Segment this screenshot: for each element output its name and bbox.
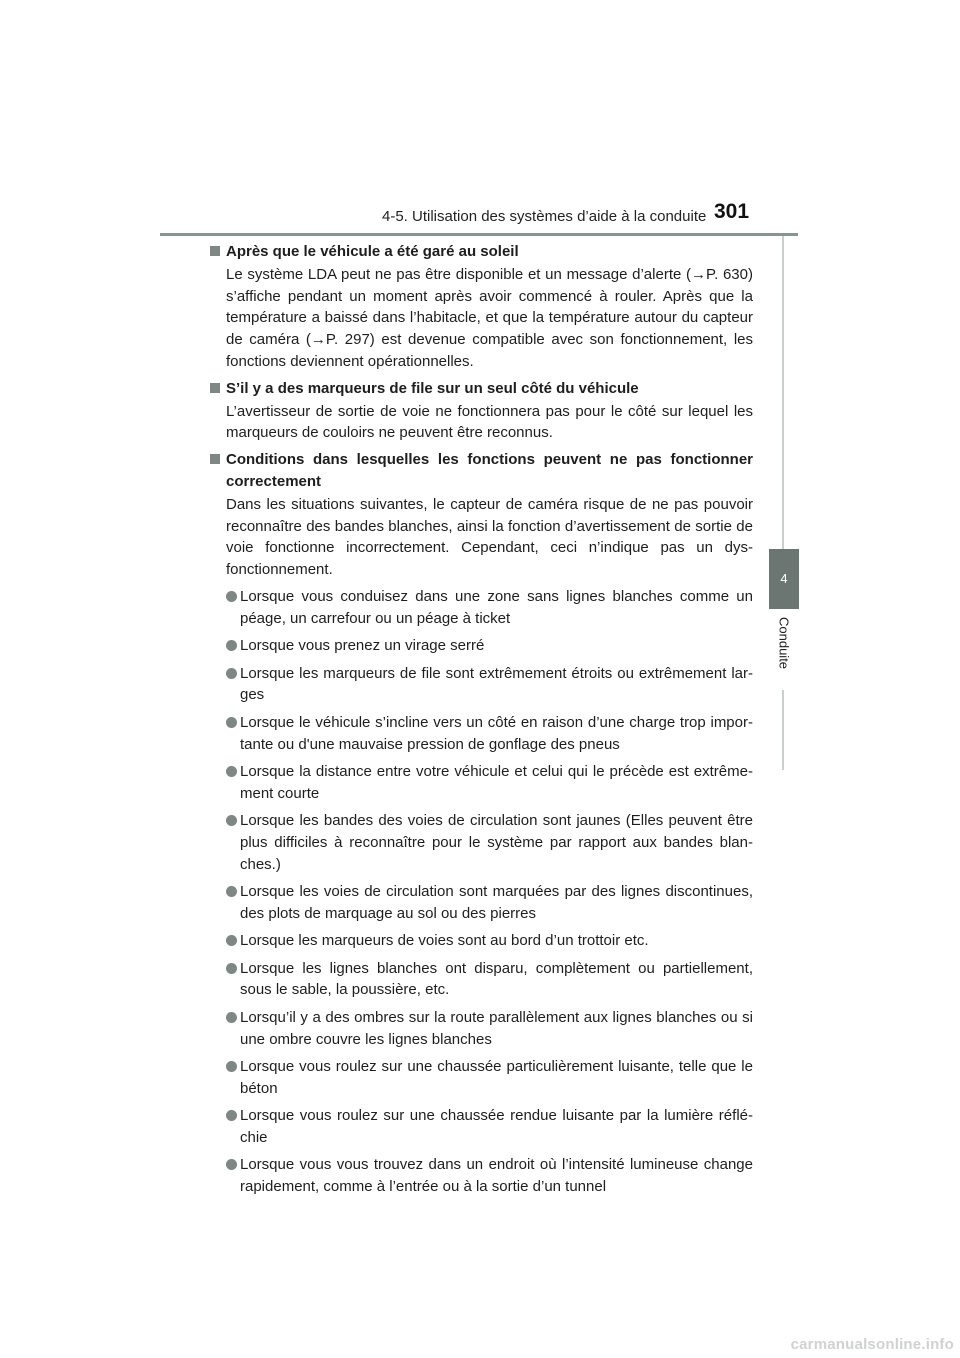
bullet-item	[226, 1056, 753, 1100]
bullet-item	[226, 930, 753, 952]
side-divider-top	[782, 236, 784, 549]
page-content	[210, 241, 753, 1204]
bullet-text: Lorsque vous roulez sur une chaussée rendue luisante par la lumière réfléchie	[240, 1107, 753, 1147]
bullet-item	[226, 1007, 753, 1051]
bullet-text: Lorsque les marqueurs de voies sont au bord d’un trottoir etc.	[240, 932, 649, 950]
section-title-text: Conditions dans lesquelles les fonctions peuvent ne pas fonctionner correctement	[226, 451, 753, 490]
bullet-dot-icon	[226, 1012, 237, 1023]
bullet-item	[226, 810, 753, 875]
bullet-text: Lorsque vous prenez un virage serré	[240, 637, 485, 655]
bullet-item	[226, 881, 753, 925]
chapter-label-container	[769, 617, 799, 697]
watermark: carmanualsonline.info	[790, 1336, 954, 1353]
section-title	[210, 449, 753, 493]
bullet-text: Lorsque les voies de circulation sont marquées par des lignes discontinues, des plots de marquage au sol ou des pierres	[240, 883, 753, 922]
bullet-text: Lorsque les lignes blanches ont disparu, complètement ou partiellement, sous le sable, la poussière, etc.	[240, 959, 753, 999]
chapter-label: Conduite	[776, 617, 792, 670]
side-divider-bottom	[782, 690, 784, 770]
section-body: Dans les situations suivantes, le capteur de caméra risque de ne pas pouvoir reconnaître des bandes blanches, ainsi la fonction d’avertissement de sortie de voie fonctionne incorrectement. Cependant, ceci n’indique pas un dysfonctionnement.	[226, 495, 753, 579]
section-malfunction-conditions	[210, 449, 753, 1198]
bullet-dot-icon	[226, 886, 237, 897]
section-square-icon	[210, 246, 220, 256]
bullet-item	[226, 635, 753, 657]
chapter-number: 4	[780, 571, 788, 586]
bullet-dot-icon	[226, 1159, 237, 1170]
bullet-dot-icon	[226, 717, 237, 728]
section-square-icon	[210, 383, 220, 393]
bullet-text: Lorsque les marqueurs de file sont extrêmement étroits ou extrêmement larges	[240, 664, 753, 704]
section-body: Le système LDA peut ne pas être disponible et un message d’alerte (→P. 630) s’affiche pendant un moment après avoir commencé à rouler. Après que la température a baissé dans l’habitacle, et que la température autour du capteur de caméra (→P. 297) est devenue compatible avec son fonctionnement, les fonctions deviennent opérationnelles.	[226, 265, 753, 370]
bullet-text: Lorsque vous vous trouvez dans un endroit où l’intensité lumineuse change rapidement, comme à l’entrée ou à la sortie d’un tunnel	[240, 1156, 753, 1196]
section-title	[210, 241, 753, 263]
page-number: 301	[714, 200, 750, 223]
bullet-text: Lorsque vous roulez sur une chaussée particulièrement luisante, telle que le béton	[240, 1058, 753, 1097]
bullet-dot-icon	[226, 1110, 237, 1121]
bullet-text: Lorsque le véhicule s’incline vers un côté en raison d’une charge trop importante ou d'une mauvaise pression de gonflage des pneus	[240, 713, 753, 753]
section-title	[210, 378, 753, 400]
conditions-bullet-list	[210, 586, 753, 1198]
bullet-item	[226, 1105, 753, 1149]
bullet-text: Lorsqu’il y a des ombres sur la route parallèlement aux lignes blanches ou si une ombre couvre les lignes blanches	[240, 1008, 753, 1048]
section-title-text: Après que le véhicule a été garé au soleil	[226, 243, 519, 260]
header-section-title: 4-5. Utilisation des systèmes d’aide à la conduite	[382, 208, 707, 225]
bullet-dot-icon	[226, 766, 237, 777]
page-header	[0, 0, 960, 240]
bullet-item	[226, 1154, 753, 1198]
chapter-tab	[769, 549, 799, 609]
bullet-text: Lorsque les bandes des voies de circulation sont jaunes (Elles peuvent être plus difficiles à reconnaître pour le système par rapport aux bandes blanches.)	[240, 812, 753, 873]
bullet-dot-icon	[226, 935, 237, 946]
bullet-dot-icon	[226, 668, 237, 679]
bullet-text: Lorsque la distance entre votre véhicule et celui qui le précède est extrêmement courte	[240, 762, 753, 802]
bullet-item	[226, 761, 753, 805]
bullet-dot-icon	[226, 1061, 237, 1072]
section-title-text: S’il y a des marqueurs de file sur un seul côté du véhicule	[226, 379, 639, 397]
bullet-dot-icon	[226, 640, 237, 651]
header-divider	[160, 233, 798, 236]
bullet-dot-icon	[226, 815, 237, 826]
bullet-item	[226, 712, 753, 756]
bullet-item	[226, 663, 753, 707]
bullet-dot-icon	[226, 591, 237, 602]
bullet-item	[226, 958, 753, 1002]
bullet-text: Lorsque vous conduisez dans une zone sans lignes blanches comme un péage, un carrefour ou un péage à ticket	[240, 587, 753, 627]
section-sun-parking	[210, 241, 753, 373]
bullet-dot-icon	[226, 963, 237, 974]
bullet-item	[226, 586, 753, 630]
section-square-icon	[210, 454, 220, 464]
section-single-side-markers	[210, 378, 753, 444]
section-body: L’avertisseur de sortie de voie ne fonctionnera pas pour le côté sur lequel les marqueurs de couloirs ne peuvent être reconnus.	[226, 402, 753, 442]
